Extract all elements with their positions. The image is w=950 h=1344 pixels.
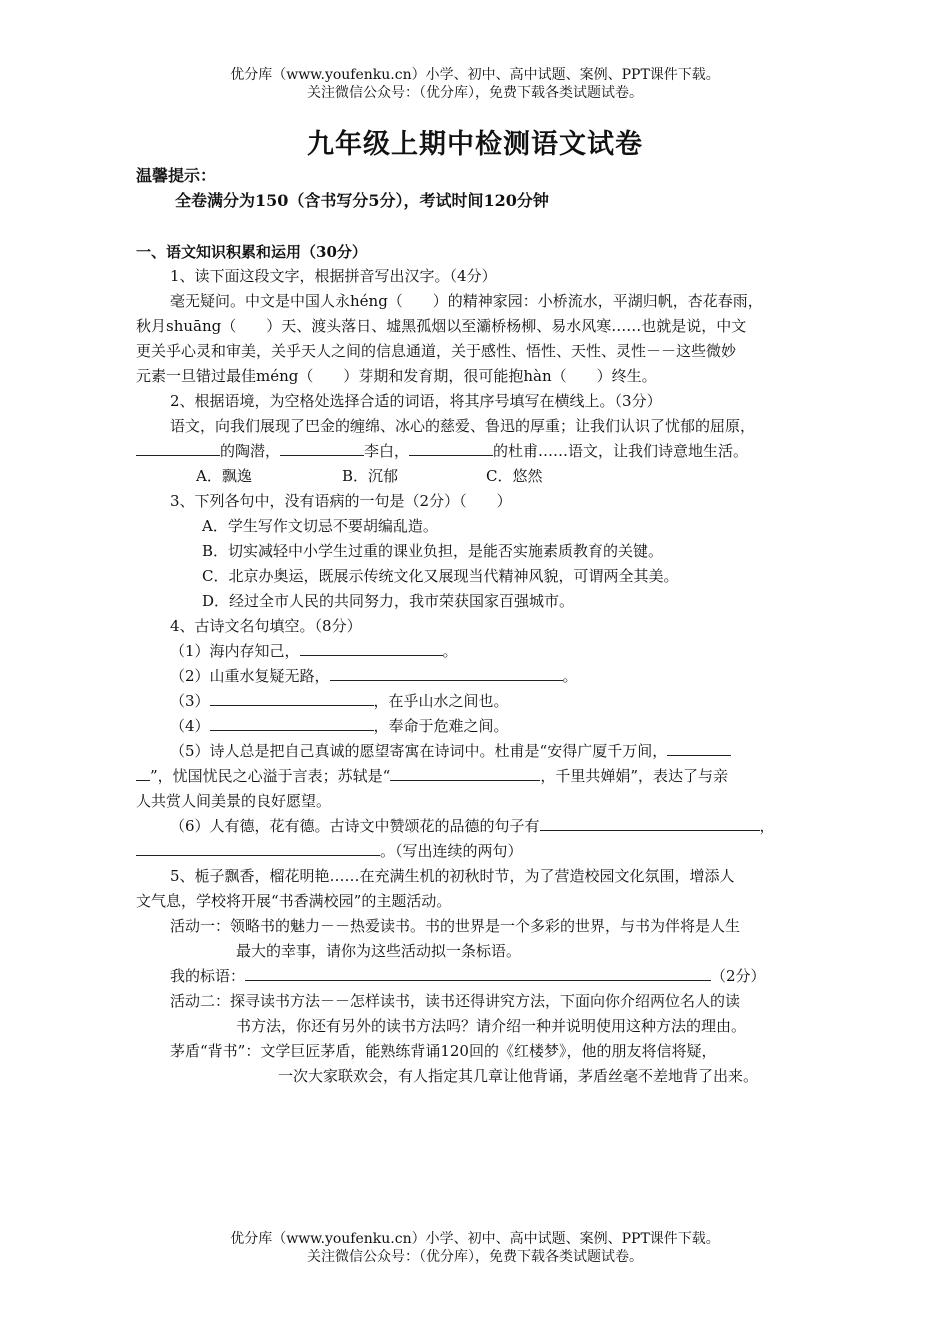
q5-line: 文气息，学校将开展“书香满校园”的主题活动。 — [136, 892, 452, 910]
q3-option-a: A．学生写作文切忌不要胡编乱造。 — [202, 517, 438, 535]
footer-line-2: 关注微信公众号：（优分库），免费下载各类试题试卷。 — [307, 1249, 643, 1265]
q2-option-b: B．沉郁 — [342, 467, 399, 485]
q4-item-text: 。 — [562, 667, 578, 685]
header-line-2: 关注微信公众号：（优分库），免费下载各类试题试卷。 — [307, 85, 643, 101]
q4-item-6 — [170, 816, 775, 836]
q4-item-5-cont — [136, 766, 728, 786]
q5-activity-2-cont: 书方法，你还有另外的读书方法吗？请介绍一种并说明使用这种方法的理由。 — [236, 1017, 747, 1035]
q2-fill-text: 李白， — [364, 442, 410, 460]
answer-blank[interactable] — [409, 441, 493, 456]
q4-item-text: （4） — [170, 717, 210, 735]
q4-item-text: （6）人有德，花有德。古诗文中赞颂花的品德的句子有 — [170, 817, 540, 835]
q3-option-b: B．切实减轻中小学生过重的课业负担，是能否实施素质教育的关键。 — [202, 542, 664, 560]
q4-item-3 — [170, 691, 509, 711]
q2-line: 语文，向我们展现了巴金的缠绵、冰心的慈爱、鲁迅的厚重；让我们认识了忧郁的屈原， — [170, 417, 756, 435]
q4-item-5-end: 人共赏人间美景的良好愿望。 — [136, 792, 332, 810]
q4-item-1 — [170, 641, 458, 661]
answer-blank[interactable] — [136, 441, 220, 456]
page-header — [0, 66, 950, 102]
tip-label: 温馨提示： — [136, 166, 217, 185]
answer-blank[interactable] — [210, 716, 374, 731]
q3-option-c: C．北京办奥运，既展示传统文化又展现当代精神风貌，可谓两全其美。 — [202, 567, 679, 585]
q4-item-text: ，千里共婵娟”，表达了与亲 — [540, 767, 729, 785]
q4-item-text: ，奉命于危难之间。 — [373, 717, 509, 735]
q5-maodun-line: 一次大家联欢会，有人指定其几章让他背诵，茅盾丝毫不差地背了出来。 — [278, 1067, 759, 1085]
answer-blank[interactable] — [280, 441, 364, 456]
page-title: 九年级上期中检测语文试卷 — [307, 129, 643, 160]
q5-line: 5、栀子飘香，榴花明艳……在充满生机的初秋时节，为了营造校园文化氛围，增添人 — [170, 867, 735, 885]
answer-blank[interactable] — [667, 741, 731, 756]
slogan-label: 我的标语： — [170, 967, 246, 985]
q5-maodun-line: 茅盾“背书”：文学巨匠茅盾，能熟练背诵120回的《红楼梦》，他的朋友将信将疑， — [170, 1042, 717, 1060]
q5-activity-1: 活动一：领略书的魅力－－热爱读书。书的世界是一个多彩的世界，与书为伴将是人生 — [170, 917, 741, 935]
answer-blank[interactable] — [300, 641, 443, 656]
q5-activity-1-cont: 最大的幸事，请你为这些活动拟一条标语。 — [236, 942, 522, 960]
slogan-score: （2分） — [711, 967, 766, 985]
q1-line: 更关乎心灵和审美，关乎天人之间的信息通道，关于感性、悟性、天性、灵性－－这些微妙 — [136, 342, 737, 360]
q2-fill-text: 的陶潜， — [220, 442, 281, 460]
q1-line: 元素一旦错过最佳méng（ ）芽期和发育期，很可能抱hàn（ ）终生。 — [136, 367, 657, 385]
answer-blank[interactable] — [390, 766, 540, 781]
q4-item-text: （5）诗人总是把自己真诚的愿望寄寓在诗词中。杜甫是“安得广厦千万间， — [170, 742, 668, 760]
q3-stem: 3、下列各句中，没有语病的一句是（2分）（ ） — [170, 492, 512, 510]
q5-activity-2: 活动二：探寻读书方法－－怎样读书，读书还得讲究方法，下面向你介绍两位名人的读 — [170, 992, 741, 1010]
q4-item-6-cont — [136, 841, 523, 861]
answer-blank[interactable] — [136, 841, 380, 856]
answer-blank[interactable] — [540, 816, 760, 831]
q4-item-text: （3） — [170, 692, 210, 710]
q1-line: 毫无疑问。中文是中国人永héng（ ）的精神家园：小桥流水，平湖归帆，杏花春雨， — [170, 292, 763, 310]
q4-item-5 — [170, 741, 731, 761]
q1-line: 秋月shuāng（ ）天、渡头落日、墟黑孤烟以至灞桥杨柳、易水风寒……也就是说，中文 — [136, 317, 747, 335]
answer-blank[interactable] — [210, 691, 374, 706]
tip-text: 全卷满分为150（含书写分5分），考试时间120分钟 — [175, 191, 549, 210]
q4-item-text: ，在乎山水之间也。 — [373, 692, 509, 710]
footer-line-1: 优分库（www.youfenku.cn）小学、初中、高中试题、案例、PPT课件下载。 — [230, 1231, 720, 1247]
q2-option-c: C．悠然 — [486, 467, 543, 485]
page-footer — [0, 1230, 950, 1266]
answer-blank[interactable] — [136, 766, 150, 781]
q2-stem: 2、根据语境，为空格处选择合适的词语，将其序号填写在横线上。（3分） — [170, 392, 662, 410]
q4-item-text: ”，忧国忧民之心溢于言表；苏轼是“ — [150, 767, 391, 785]
answer-blank[interactable] — [330, 666, 563, 681]
q1-stem: 1、读下面这段文字，根据拼音写出汉字。（4分） — [170, 267, 497, 285]
q2-fill-line — [136, 441, 748, 461]
q4-item-text: ， — [759, 817, 775, 835]
q4-stem: 4、古诗文名句填空。（8分） — [170, 617, 362, 635]
header-line-1: 优分库（www.youfenku.cn）小学、初中、高中试题、案例、PPT课件下载。 — [230, 67, 720, 83]
q4-item-text: （2）山重水复疑无路， — [170, 667, 330, 685]
q2-fill-text: 的杜甫……语文，让我们诗意地生活。 — [493, 442, 749, 460]
q4-item-text: （1）海内存知己， — [170, 642, 300, 660]
q4-item-4 — [170, 716, 509, 736]
q3-option-d: D．经过全市人民的共同努力，我市荣获国家百强城市。 — [202, 592, 575, 610]
q2-option-a: A．飘逸 — [196, 467, 252, 485]
q4-item-text: 。（写出连续的两句） — [380, 842, 523, 860]
q4-item-2 — [170, 666, 578, 686]
q5-slogan-line — [170, 966, 766, 986]
q4-item-text: 。 — [442, 642, 458, 660]
section-heading: 一、语文知识积累和运用（30分） — [136, 243, 367, 261]
slogan-answer-blank[interactable] — [245, 966, 711, 981]
